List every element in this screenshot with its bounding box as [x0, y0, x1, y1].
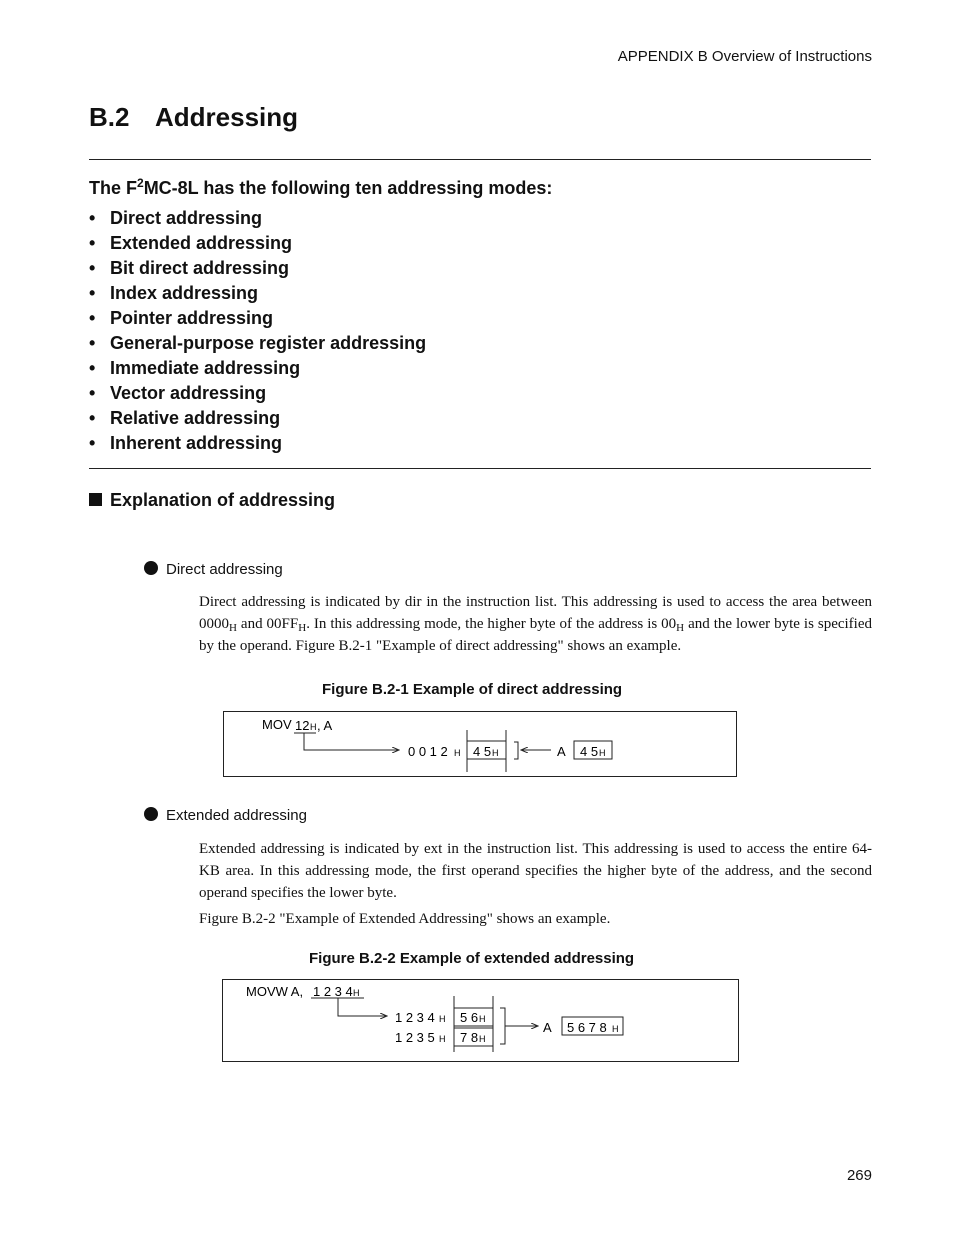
list-item: • Immediate addressing	[89, 358, 301, 378]
memory-value-low: 7 8	[460, 1030, 479, 1045]
addressing-mode-list	[89, 206, 426, 456]
memory-value-high: 5 6	[460, 1010, 479, 1025]
operand-value: 1 2 3 4	[313, 984, 353, 999]
pointer-arrow	[304, 733, 399, 750]
figure-extended-addressing	[222, 979, 739, 1062]
list-item: • Bit direct addressing	[89, 258, 290, 278]
intro-sentence: The $F^2MC-8L$ has the following ten addressing modes:	[89, 176, 553, 198]
extended-addressing-heading: Extended addressing	[144, 807, 307, 824]
figure-direct-addressing	[223, 711, 737, 777]
section-heading: Explanation of addressing	[89, 490, 335, 511]
address-low: 1 2 3 5	[395, 1030, 435, 1045]
pointer-arrow	[338, 998, 387, 1016]
section-title: Addressing	[155, 102, 299, 132]
figure-caption-extended: Figure B.2-2 Example of extended addressing	[309, 950, 635, 967]
list-item: • Relative addressing	[89, 408, 281, 428]
memory-address: 0 0 1 2	[408, 744, 448, 759]
register-value: 5 6 7 8	[567, 1020, 607, 1035]
list-item: • Direct addressing	[89, 208, 263, 228]
circle-bullet-icon	[144, 561, 158, 575]
list-item: • Index addressing	[89, 283, 259, 303]
bracket	[514, 742, 518, 759]
page-number: 269	[846, 1167, 872, 1184]
extended-addressing-paragraph: Extended addressing is indicated by ext in the instruction list. This addressing is used to access the entire 64-KB area. In this addressing mode, the first operand specifies the higher byte of the address, and the second operand specifies the lower byte.	[199, 841, 872, 901]
square-bullet-icon	[89, 493, 102, 506]
address-low-suffix: H	[439, 1034, 446, 1044]
register-label: A	[557, 744, 566, 759]
list-item: • Inherent addressing	[89, 433, 283, 453]
list-item: • Pointer addressing	[89, 308, 274, 328]
list-item: • Extended addressing	[89, 233, 293, 253]
list-item: • General-purpose register addressing	[89, 333, 427, 353]
top-divider	[89, 159, 871, 160]
extended-addressing-diagram	[223, 980, 738, 1061]
circle-bullet-icon	[144, 807, 158, 821]
figure-caption-direct: Figure B.2-1 Example of direct addressing	[322, 681, 623, 698]
memory-value-suffix: H	[492, 748, 499, 758]
bottom-divider	[89, 468, 871, 469]
operand-suffix: H	[310, 722, 317, 732]
direct-addressing-paragraph: Direct addressing is indicated by dir in the instruction list. This addressing is used to access the area between $0000_H$ and $00FF_H$. In this addressing mode, the higher byte of the address is $00_H$ and the lower byte is specified by the operand. Figure B.2-1 "Example of direct addressing" shows an example.	[199, 594, 873, 654]
memory-value-high-suffix: H	[479, 1014, 486, 1024]
direct-addressing-heading: Direct addressing	[144, 561, 283, 578]
operand-value: 12	[295, 718, 310, 733]
page-title	[89, 102, 298, 133]
memory-address-suffix: H	[454, 748, 461, 758]
register-value-suffix: H	[599, 748, 606, 758]
list-item: • Vector addressing	[89, 383, 267, 403]
section-number: B.2	[89, 102, 130, 132]
address-high-suffix: H	[439, 1014, 446, 1024]
register-value: 4 5	[580, 744, 599, 759]
bracket	[500, 1008, 505, 1044]
memory-value: 4 5	[473, 744, 492, 759]
direct-addressing-diagram	[224, 712, 736, 776]
extended-addressing-reference: Figure B.2-2 "Example of Extended Addressing" shows an example.	[199, 911, 611, 927]
operand-suffix: H	[353, 988, 360, 998]
operand-tail: , A	[317, 718, 333, 733]
instruction-mnemonic: MOVW A,	[246, 984, 304, 999]
memory-value-low-suffix: H	[479, 1034, 486, 1044]
register-value-suffix: H	[612, 1024, 619, 1034]
instruction-mnemonic: MOV	[262, 717, 292, 732]
running-header: APPENDIX B Overview of Instructions	[617, 48, 872, 65]
address-high: 1 2 3 4	[395, 1010, 435, 1025]
register-label: A	[543, 1020, 552, 1035]
